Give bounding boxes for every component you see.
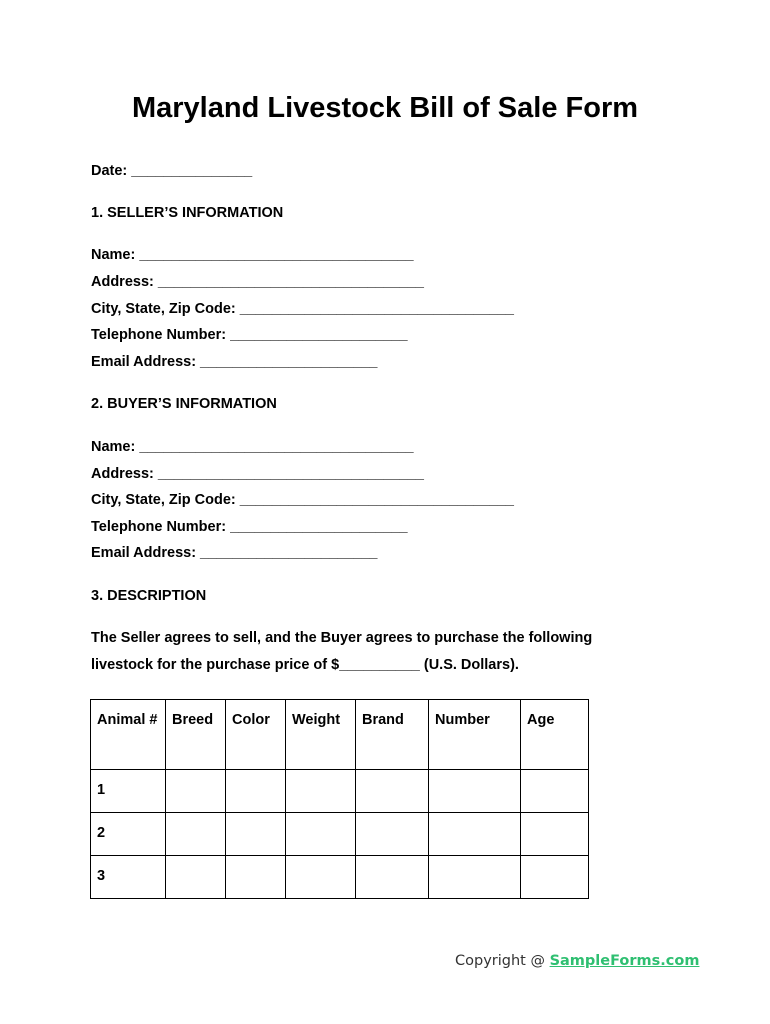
number-cell[interactable]	[429, 813, 521, 856]
breed-cell[interactable]	[166, 856, 226, 899]
color-cell[interactable]	[226, 770, 286, 813]
buyer-email-field[interactable]: Email Address: ______________________	[91, 545, 378, 561]
seller-heading: 1. SELLER’S INFORMATION	[91, 205, 284, 221]
header-age: Age	[521, 700, 589, 770]
brand-cell[interactable]	[356, 813, 429, 856]
number-cell[interactable]	[429, 856, 521, 899]
number-cell[interactable]	[429, 770, 521, 813]
header-weight: Weight	[286, 700, 356, 770]
weight-cell[interactable]	[286, 770, 356, 813]
buyer-address-field[interactable]: Address: _________________________________	[91, 466, 424, 482]
age-cell[interactable]	[521, 813, 589, 856]
brand-cell[interactable]	[356, 770, 429, 813]
copyright-footer	[455, 953, 699, 969]
header-breed: Breed	[166, 700, 226, 770]
breed-cell[interactable]	[166, 770, 226, 813]
row-number: 2	[91, 813, 166, 856]
row-number: 3	[91, 856, 166, 899]
header-number: Number	[429, 700, 521, 770]
seller-address-field[interactable]: Address: _________________________________	[91, 274, 424, 290]
buyer-name-field[interactable]: Name: __________________________________	[91, 439, 414, 455]
form-title: Maryland Livestock Bill of Sale Form	[131, 92, 639, 124]
sampleforms-link[interactable]: SampleForms.com	[549, 953, 700, 969]
weight-cell[interactable]	[286, 813, 356, 856]
seller-name-field[interactable]: Name: __________________________________	[91, 247, 414, 263]
age-cell[interactable]	[521, 770, 589, 813]
table-row	[91, 770, 589, 813]
description-paragraph: The Seller agrees to sell, and the Buyer agrees to purchase the following livestock for the purchase price of $__________ (U.S. Dollars).	[91, 630, 593, 673]
header-color: Color	[226, 700, 286, 770]
table-row	[91, 813, 589, 856]
copyright-prefix: Copyright @	[455, 953, 550, 969]
table-row	[91, 856, 589, 899]
header-brand: Brand	[356, 700, 429, 770]
row-number: 1	[91, 770, 166, 813]
description-heading: 3. DESCRIPTION	[91, 588, 207, 604]
breed-cell[interactable]	[166, 813, 226, 856]
table-header-row	[91, 700, 589, 770]
livestock-table	[90, 699, 589, 899]
color-cell[interactable]	[226, 813, 286, 856]
buyer-phone-field[interactable]: Telephone Number: ______________________	[91, 519, 408, 535]
color-cell[interactable]	[226, 856, 286, 899]
buyer-city-field[interactable]: City, State, Zip Code: __________________________________	[91, 492, 514, 508]
weight-cell[interactable]	[286, 856, 356, 899]
header-animal: Animal #	[91, 700, 166, 770]
age-cell[interactable]	[521, 856, 589, 899]
brand-cell[interactable]	[356, 856, 429, 899]
date-field[interactable]: Date: _______________	[91, 163, 253, 179]
seller-city-field[interactable]: City, State, Zip Code: __________________________________	[91, 301, 514, 317]
buyer-heading: 2. BUYER’S INFORMATION	[91, 396, 277, 412]
seller-email-field[interactable]: Email Address: ______________________	[91, 354, 378, 370]
seller-phone-field[interactable]: Telephone Number: ______________________	[91, 327, 408, 343]
